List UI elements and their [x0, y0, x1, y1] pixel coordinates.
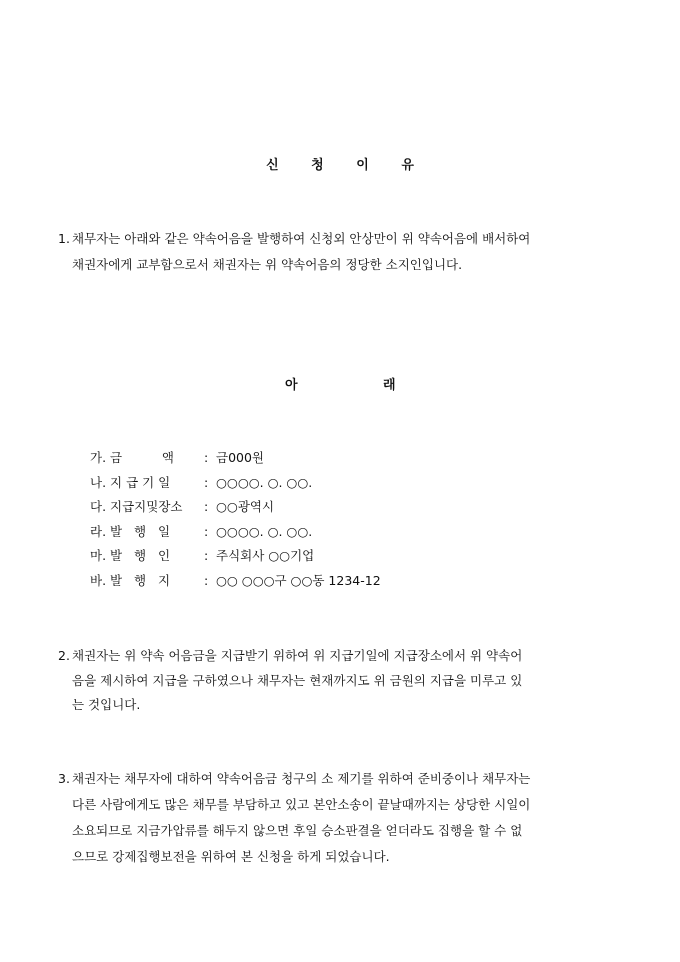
- paragraph-line: 으므로 강제집행보전을 위하여 본 신청을 하게 되었습니다.: [72, 849, 390, 864]
- paragraph-3: [58, 766, 628, 870]
- title-char: 이: [356, 158, 369, 173]
- paragraph-line: 다른 사람에게도 많은 채무를 부담하고 있고 본안소송이 끝날때까지는 상당한 시일이: [72, 797, 531, 812]
- detail-heading-char: 아: [285, 378, 298, 393]
- paragraph-line: 채권자는 위 약속 어음금을 지급받기 위하여 위 지급기일에 지급장소에서 위 약속어: [72, 648, 523, 663]
- title-char: 유: [401, 158, 414, 173]
- paragraph-number: 3.: [58, 771, 70, 786]
- detail-colon: :: [204, 548, 209, 563]
- detail-value: 금000원: [216, 450, 265, 465]
- detail-colon: :: [204, 572, 209, 588]
- detail-colon: :: [204, 523, 209, 539]
- detail-label: 다. 지급지및장소: [90, 499, 183, 514]
- detail-label: 가. 금 액: [90, 450, 174, 465]
- detail-label: 라. 발 행 일: [90, 523, 171, 539]
- detail-colon: :: [204, 450, 209, 465]
- paragraph-line: 음을 제시하여 지급을 구하였으나 채무자는 현재까지도 위 금원의 지급을 미루고 있: [72, 672, 523, 688]
- detail-value: 주식회사 ○○기업: [216, 548, 315, 563]
- paragraph-1: [58, 226, 628, 278]
- detail-label: 마. 발 행 인: [90, 548, 171, 563]
- detail-label: 바. 발 행 지: [90, 572, 171, 588]
- detail-value: ○○○○. ○. ○○.: [216, 474, 313, 490]
- paragraph-line: 채권자에게 교부함으로서 채권자는 위 약속어음의 정당한 소지인입니다.: [72, 257, 463, 272]
- detail-label: 나. 지 급 기 일: [90, 474, 171, 490]
- paragraph-line: 채무자는 아래와 같은 약속어음을 발행하여 신청외 안상만이 위 약속어음에 배서하여: [72, 231, 531, 246]
- detail-colon: :: [204, 474, 209, 490]
- detail-value: ○○광역시: [216, 499, 275, 514]
- detail-heading-char: 래: [383, 378, 396, 393]
- paragraph-number: 1.: [58, 231, 70, 246]
- paragraph-line: 소요되므로 지금가압류를 해두지 않으면 후일 승소판결을 얻더라도 집행을 할 수 없: [72, 823, 523, 838]
- detail-colon: :: [204, 499, 209, 514]
- detail-value: ○○ ○○○구 ○○동 1234-12: [216, 572, 381, 588]
- title-char: 청: [311, 158, 324, 173]
- title-char: 신: [266, 158, 279, 173]
- paragraph-number: 2.: [58, 648, 70, 663]
- paragraph-2: [58, 644, 628, 718]
- detail-value: ○○○○. ○. ○○.: [216, 523, 313, 539]
- paragraph-line: 채권자는 채무자에 대하여 약속어음금 청구의 소 제기를 위하여 준비중이나 채무자는: [72, 771, 531, 786]
- paragraph-line: 는 것입니다.: [72, 697, 141, 712]
- document-title: [0, 154, 680, 173]
